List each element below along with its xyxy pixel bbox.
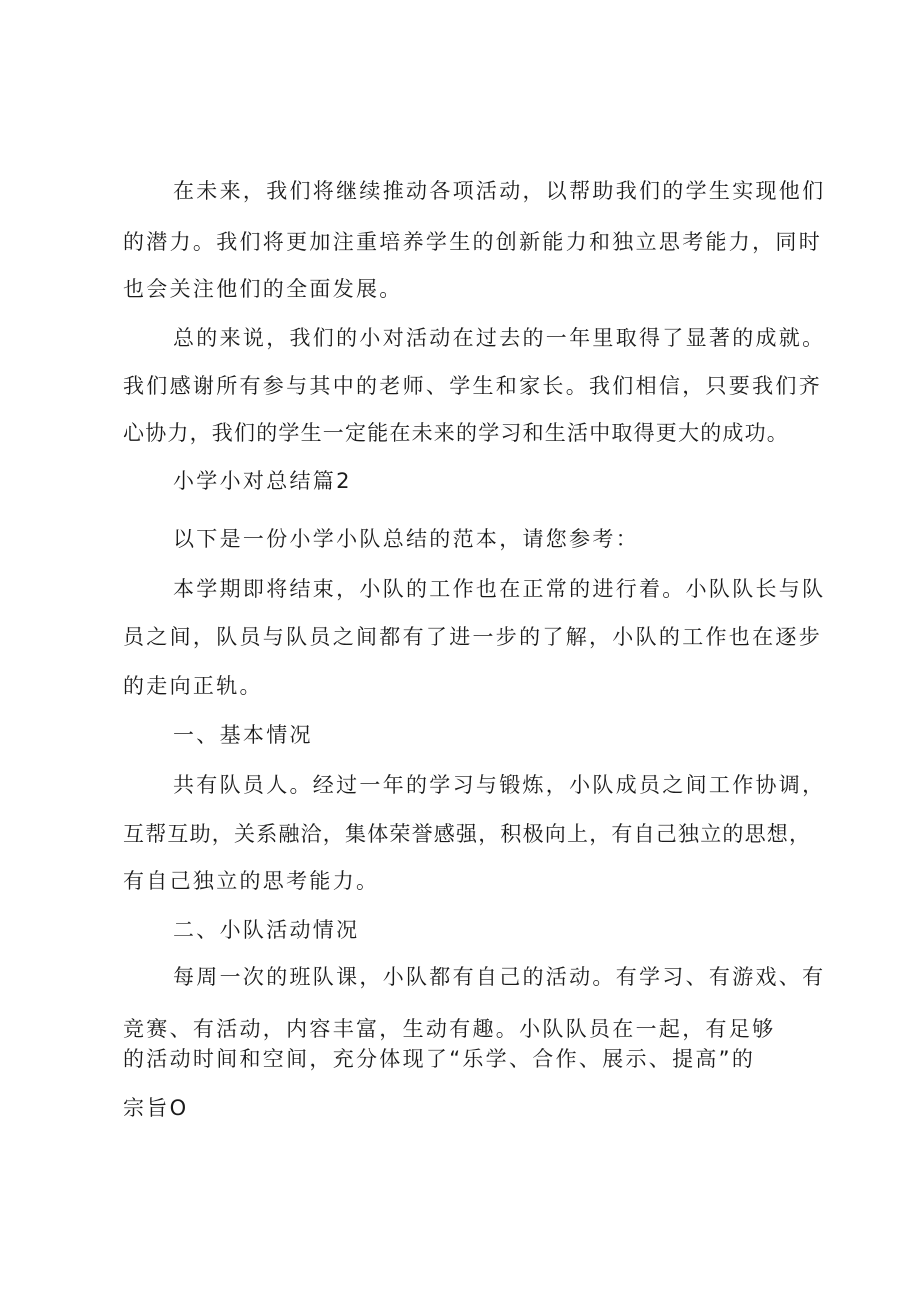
section-title-activities: 二、小队活动情况	[173, 918, 360, 942]
paragraph-members-line-2: 互帮互助，关系融洽，集体荣誉感强，积极向上，有自己独立的思想，	[123, 822, 812, 846]
paragraph-future-line-1: 在未来，我们将继续推动各项活动，以帮助我们的学生实现他们	[173, 179, 826, 203]
paragraph-future-line-3: 也会关注他们的全面发展。	[123, 277, 403, 301]
section-title-basic: 一、基本情况	[173, 723, 313, 747]
paragraph-summary-line-1: 总的来说，我们的小对活动在过去的一年里取得了显著的成就。	[173, 326, 826, 350]
paragraph-activities-line-3: 的活动时间和空间，充分体现了“乐学、合作、展示、提高”的	[123, 1047, 756, 1071]
paragraph-future-line-2: 的潜力。我们将更加注重培养学生的创新能力和独立思考能力，同时	[123, 230, 822, 254]
paragraph-semester-line-3: 的走向正轨。	[123, 674, 263, 698]
intro-line: 以下是一份小学小队总结的范本，请您参考：	[173, 527, 639, 551]
paragraph-summary-line-3: 心协力，我们的学生一定能在未来的学习和生活中取得更大的成功。	[123, 421, 789, 445]
paragraph-semester-line-2: 员之间，队员与队员之间都有了进一步的了解，小队的工作也在逐步	[123, 625, 822, 649]
paragraph-activities-line-4: 宗旨O	[123, 1096, 189, 1120]
paragraph-summary-line-2: 我们感谢所有参与其中的老师、学生和家长。我们相信，只要我们齐	[123, 374, 822, 398]
article-heading-2: 小学小对总结篇2	[173, 469, 352, 493]
paragraph-members-line-3: 有自己独立的思考能力。	[123, 869, 380, 893]
paragraph-activities-line-2: 竞赛、有活动，内容丰富，生动有趣。小队队员在一起，有足够	[123, 1017, 776, 1041]
paragraph-activities-line-1: 每周一次的班队课，小队都有自己的活动。有学习、有游戏、有	[173, 965, 826, 989]
paragraph-members-line-1: 共有队员人。经过一年的学习与锻炼，小队成员之间工作协调，	[173, 773, 826, 797]
paragraph-semester-line-1: 本学期即将结束，小队的工作也在正常的进行着。小队队长与队	[173, 577, 826, 601]
